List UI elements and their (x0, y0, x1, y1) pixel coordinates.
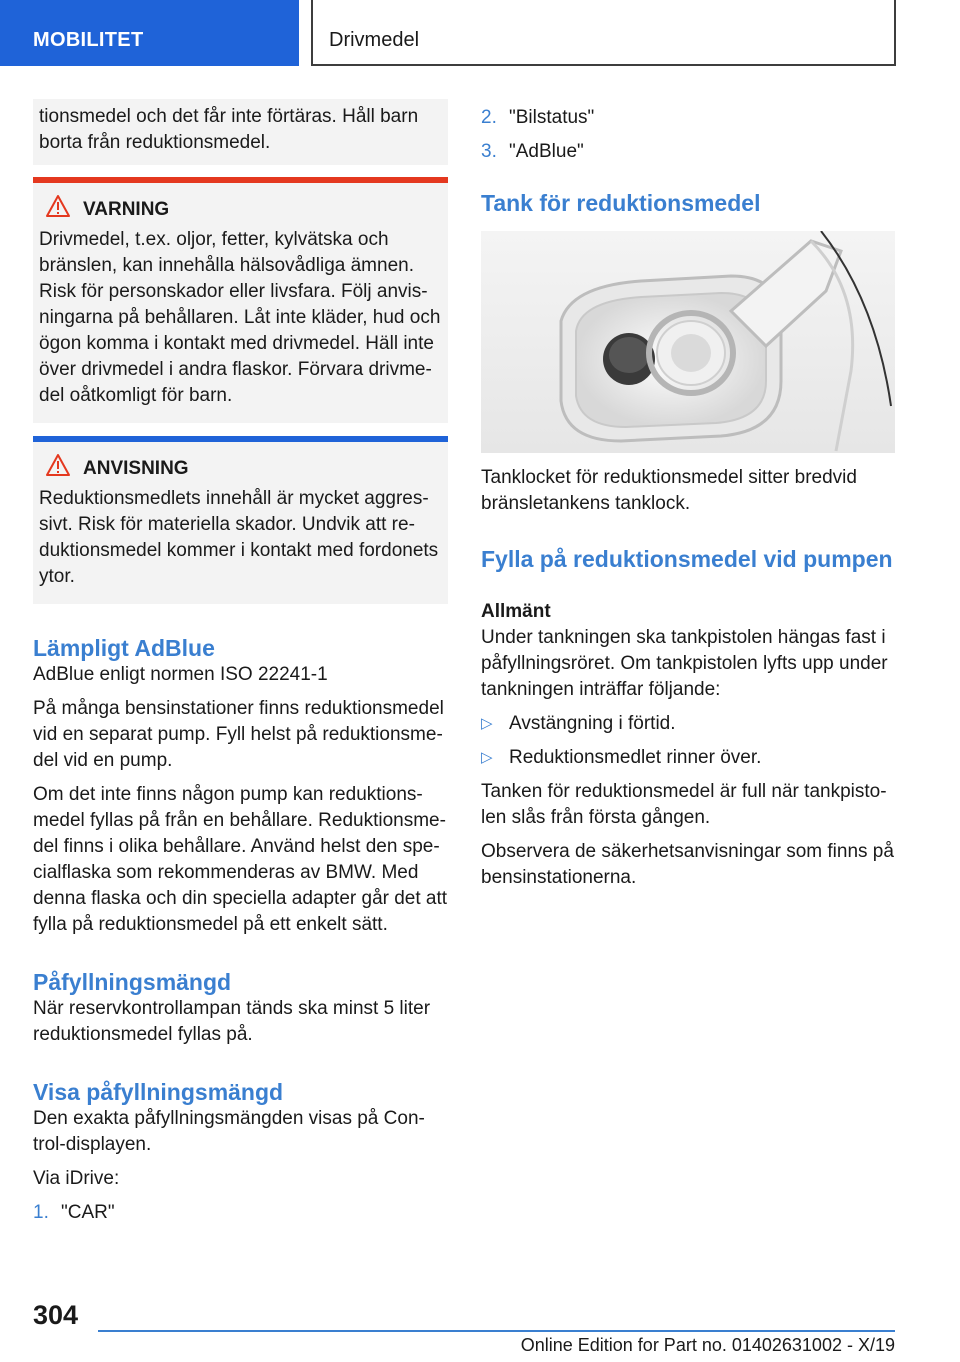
warning-text: Drivmedel, t.ex. oljor, fetter, kylvätska och bränslen, kan innehålla hälsovådliga ämnen. Risk för personskador eller livsfara. Följ anvisningarna på behållaren. Låt inte kläder, hud och ögon komma i kontakt med drivmedel. Häll inte över drivmedel i andra flaskor. Förvara drivmedel oåtkomligt för barn. (39, 229, 441, 406)
adblue-standard: AdBlue enligt normen ISO 22241-1 (33, 664, 328, 685)
chapter-label: Drivmedel (329, 29, 420, 51)
warning-box (33, 183, 448, 423)
chapter-box (311, 0, 896, 66)
step-item (33, 1200, 448, 1226)
tank-heading: Tank för reduktionsmedel (481, 190, 761, 216)
step-item (481, 105, 895, 131)
edition-text: Online Edition for Part no. 01402631002 - X/19 (520, 1335, 895, 1355)
tank-cap-photo (481, 231, 895, 453)
page-header (0, 0, 960, 66)
general-heading: Allmänt (481, 601, 551, 622)
general-text: Under tankningen ska tankpistolen hängas fast i påfyllningsröret. Om tankpistolen lyfts upp under tankningen inträffar följande: (481, 627, 888, 700)
adblue-paragraph-1: På många bensinstationer finns reduktionsmedel vid en separat pump. Fyll helst på reduktionsmedel vid en pump. (33, 698, 444, 771)
triangle-bullet-icon: ▷ (481, 715, 493, 732)
bullet-item (481, 711, 895, 737)
step-text: "Bilstatus" (509, 107, 595, 128)
page-number: 304 (33, 1300, 79, 1330)
triangle-bullet-icon: ▷ (481, 749, 493, 766)
notice-title-row (39, 454, 442, 484)
fill-amount-text: När reservkontrollampan tänds ska minst 5 liter reduktionsmedel fyllas på. (33, 998, 431, 1045)
bullet-text: Reduktionsmedlet rinner över. (509, 747, 762, 768)
general-text-3: Observera de säkerhetsanvisningar som finns på bensinstationerna. (481, 841, 894, 888)
step-text: "CAR" (61, 1202, 115, 1223)
step-number: 3. (481, 141, 497, 162)
show-amount-text: Den exakta påfyllningsmängden visas på Control-displayen. (33, 1108, 425, 1155)
intro-box (33, 99, 448, 165)
general-text-2: Tanken för reduktionsmedel är full när tankpistolen slås från första gången. (481, 781, 887, 828)
pump-heading: Fylla på reduktionsmedel vid pumpen (481, 546, 893, 572)
show-amount-heading: Visa påfyllningsmängd (33, 1079, 284, 1105)
notice-box (33, 442, 448, 604)
section-tab (0, 0, 299, 66)
via-idrive-text: Via iDrive: (33, 1168, 120, 1189)
warning-title-row (39, 195, 442, 225)
right-column (481, 99, 895, 891)
step-number: 1. (33, 1202, 49, 1223)
section-label: MOBILITET (33, 29, 144, 51)
notice-triangle-icon (45, 453, 83, 485)
adblue-heading: Lämpligt AdBlue (33, 635, 215, 661)
warning-title: VARNING (83, 199, 170, 220)
adblue-paragraph-2: Om det inte finns någon pump kan reduktionsmedel fyllas på från en behållare. Reduktionsmedel finns i olika behållare. Använd helst den specialflaska som rekommenderas av BMW. Med denna flaska och din speciella adapter går det att fylla på reduktionsmedel på ett enkelt sätt. (33, 784, 448, 935)
intro-text: tionsmedel och det får inte förtäras. Håll barn borta från reduktionsmedel. (39, 106, 419, 153)
tank-text: Tanklocket för reduktionsmedel sitter bredvid bränsletankens tanklock. (481, 467, 857, 514)
notice-title: ANVISNING (83, 458, 189, 479)
left-column (33, 99, 448, 1226)
fill-amount-heading: Påfyllningsmängd (33, 969, 232, 995)
notice-text: Reduktionsmedlets innehåll är mycket aggressivt. Risk för materiella skador. Undvik att reduktionsmedel kommer i kontakt med fordonets ytor. (39, 488, 439, 587)
bullet-item (481, 745, 895, 771)
warning-triangle-icon (45, 194, 83, 226)
bullet-text: Avstängning i förtid. (509, 713, 676, 734)
step-item (481, 139, 895, 165)
step-number: 2. (481, 107, 497, 128)
step-text: "AdBlue" (509, 141, 584, 162)
footer-divider (98, 1330, 895, 1332)
